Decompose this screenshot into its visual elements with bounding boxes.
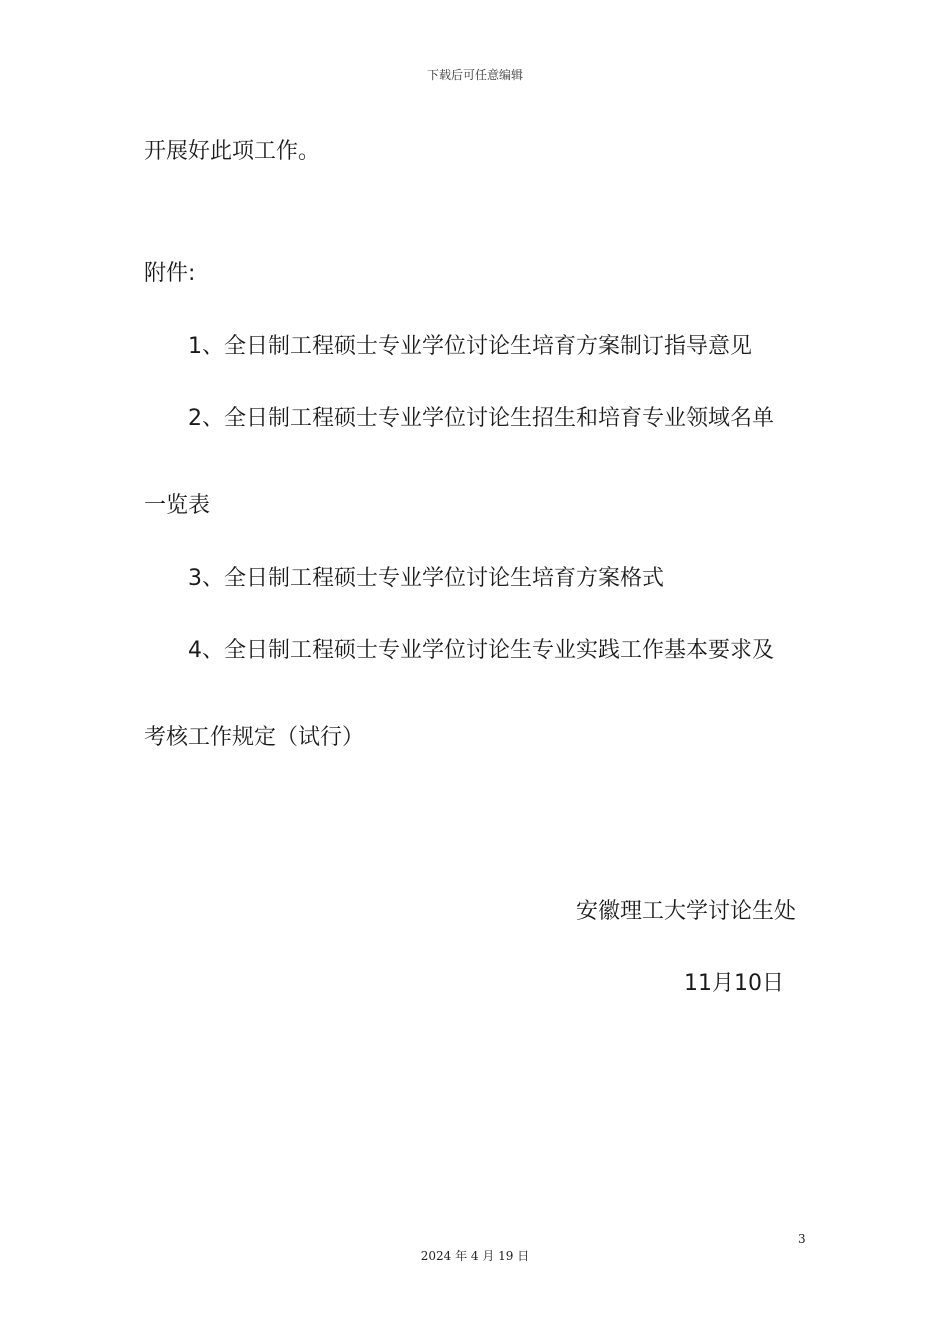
closing-line: 开展好此项工作。: [144, 139, 321, 164]
attachment-item-2: 2、全日制工程硕士专业学位讨论生招生和培育专业领域名单: [188, 406, 774, 431]
signature-org: 安徽理工大学讨论生处: [576, 899, 797, 924]
attachments-label: 附件:: [144, 261, 196, 286]
attachment-item-1: 1、全日制工程硕士专业学位讨论生培育方案制订指导意见: [188, 334, 752, 359]
attachment-item-2-continued: 一览表: [144, 493, 211, 518]
attachment-item-4-continued: 考核工作规定（试行）: [144, 725, 365, 750]
page-number: 3: [798, 1232, 806, 1246]
header-note: 下载后可任意编辑: [426, 68, 523, 82]
footer-date: 2024 年 4 月 19 日: [420, 1249, 530, 1263]
attachment-item-4: 4、全日制工程硕士专业学位讨论生专业实践工作基本要求及: [188, 638, 774, 663]
signature-date: 11月10日: [684, 971, 784, 996]
attachment-item-3: 3、全日制工程硕士专业学位讨论生培育方案格式: [188, 566, 664, 591]
